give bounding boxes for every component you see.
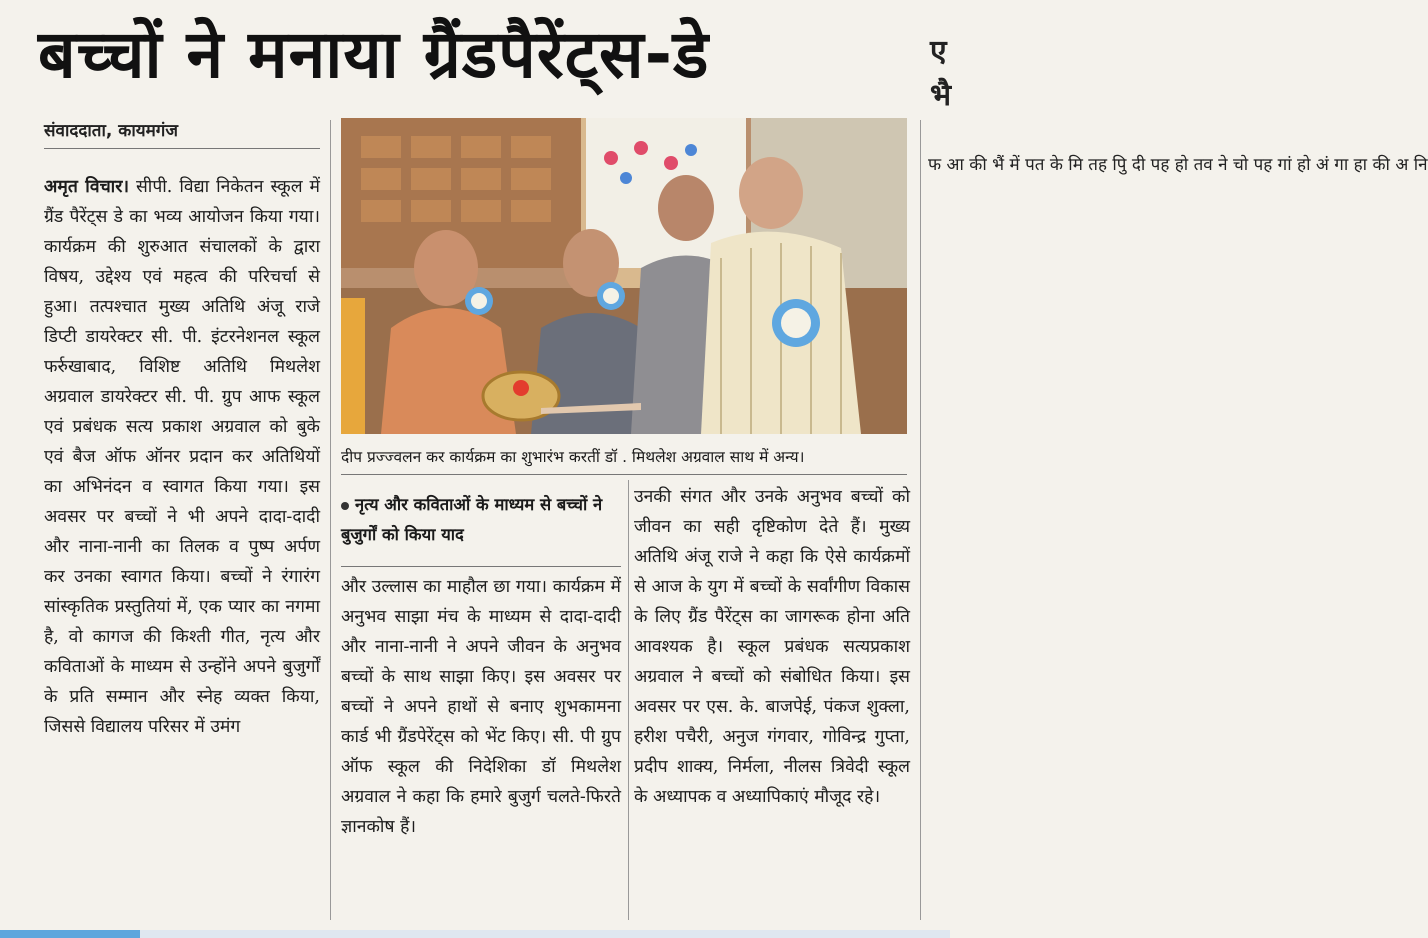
caption-rule — [341, 474, 907, 475]
article-column-1 — [44, 172, 320, 922]
adjacent-article-headline: ए भै — [930, 34, 952, 113]
headline: बच्चों ने मनाया ग्रैंडपैरेंट्स-डे — [38, 16, 710, 93]
photo-caption: दीप प्रज्ज्वलन कर कार्यक्रम का शुभारंभ करतीं डॉ . मिथलेश अग्रवाल साथ में अन्य। — [341, 448, 805, 466]
byline-rule — [44, 148, 320, 149]
column-divider-1 — [330, 120, 331, 920]
column-3-text: उनकी संगत और उनके अनुभव बच्चों को जीवन का सही दृष्टिकोण देते हैं। मुख्य अतिथि अंजू राजे ने कहा कि ऐसे कार्यक्रमों से आज के युग में बच्चों के सर्वांगीण विकास के लिए ग्रैंड पैरेंट्स का जागरूक होना अति आवश्यक है। स्कूल प्रबंधक सत्यप्रकाश अग्रवाल ने बच्चों को संबोधित किया। इस अवसर पर एस. के. बाजपेई, पंकज शुक्ला, हरीश पचैरी, अनुज गंगवार, गोविन्द्र गुप्ता, प्रदीप शाक्य, निर्मला, नीलस त्रिवेदी स्कूल के अध्यापक व अध्यापिकाएं मौजूद रहे। — [634, 487, 910, 807]
adjacent-article-column: फ आ की भैं में पत के मि तह पुि दी पह हो तव ने चो पह गां हो अं गा हा की अ नि — [928, 155, 1428, 175]
column-2-text: और उल्लास का माहौल छा गया। कार्यक्रम में अनुभव साझा मंच के माध्यम से दादा-दादी और नाना-नानी ने अपने जीवन के अनुभव बच्चों के साथ साझा किए। इस अवसर पर बच्चों ने अपने हाथों से बनाए शुभकामना कार्ड भी ग्रैंडपेरेंट्स को भेंट किए। सी. पी ग्रुप ऑफ स्कूल की निदेशिका डॉ मिथलेश अग्रवाल ने कहा कि हमारे बुजुर्ग चलते-फिरते ज्ञानकोष हैं। — [341, 577, 621, 837]
subheading-text: नृत्य और कविताओं के माध्यम से बच्चों ने बुजुर्गों को किया याद — [341, 495, 603, 544]
subhead-rule — [341, 566, 621, 567]
article-column-3 — [634, 482, 910, 922]
bottom-bar — [0, 930, 950, 938]
photo-illustration — [341, 118, 907, 434]
bullet-icon — [341, 502, 349, 510]
article-column-2 — [341, 572, 621, 922]
column-divider-3 — [920, 120, 921, 920]
column-1-text: सीपी. विद्या निकेतन स्कूल में ग्रैंड पैरेंट्स डे का भव्य आयोजन किया गया। कार्यक्रम की शुरुआत संचालकों के द्वारा विषय, उद्देश्य एवं महत्व की परिचर्चा से हुआ। तत्पश्चात मुख्य अतिथि अंजू राजे डिप्टी डायरेक्टर सी. पी. इंटरनेशनल स्कूल फर्रुखाबाद, विशिष्ट अतिथि मिथलेश अग्रवाल डायरेक्टर सी. पी. ग्रुप आफ स्कूल एवं प्रबंधक सत्य प्रकाश अग्रवाल को बुके एवं बैज ऑफ ऑनर प्रदान कर अतिथियों का अभिनंदन व स्वागत किया गया। इस अवसर पर बच्चों ने भी अपने दादा-दादी और नाना-नानी का तिलक व पुष्प अर्पण कर उनका स्वागत किया। बच्चों ने रंगारंग सांस्कृतिक प्रस्तुतियां में, एक प्यार का नगमा है, वो कागज की किश्ती गीत, नृत्य और कविताओं के माध्यम से उन्होंने अपने बुजुर्गों के प्रति सम्मान और स्नेह व्यक्त किया, जिससे विद्यालय परिसर में उमंग — [44, 177, 320, 737]
subheading — [341, 490, 621, 560]
column-divider-2 — [628, 480, 629, 920]
dateline: अमृत विचार। — [44, 177, 129, 197]
event-photo — [341, 118, 907, 434]
byline: संवाददाता, कायमगंज — [44, 121, 178, 141]
